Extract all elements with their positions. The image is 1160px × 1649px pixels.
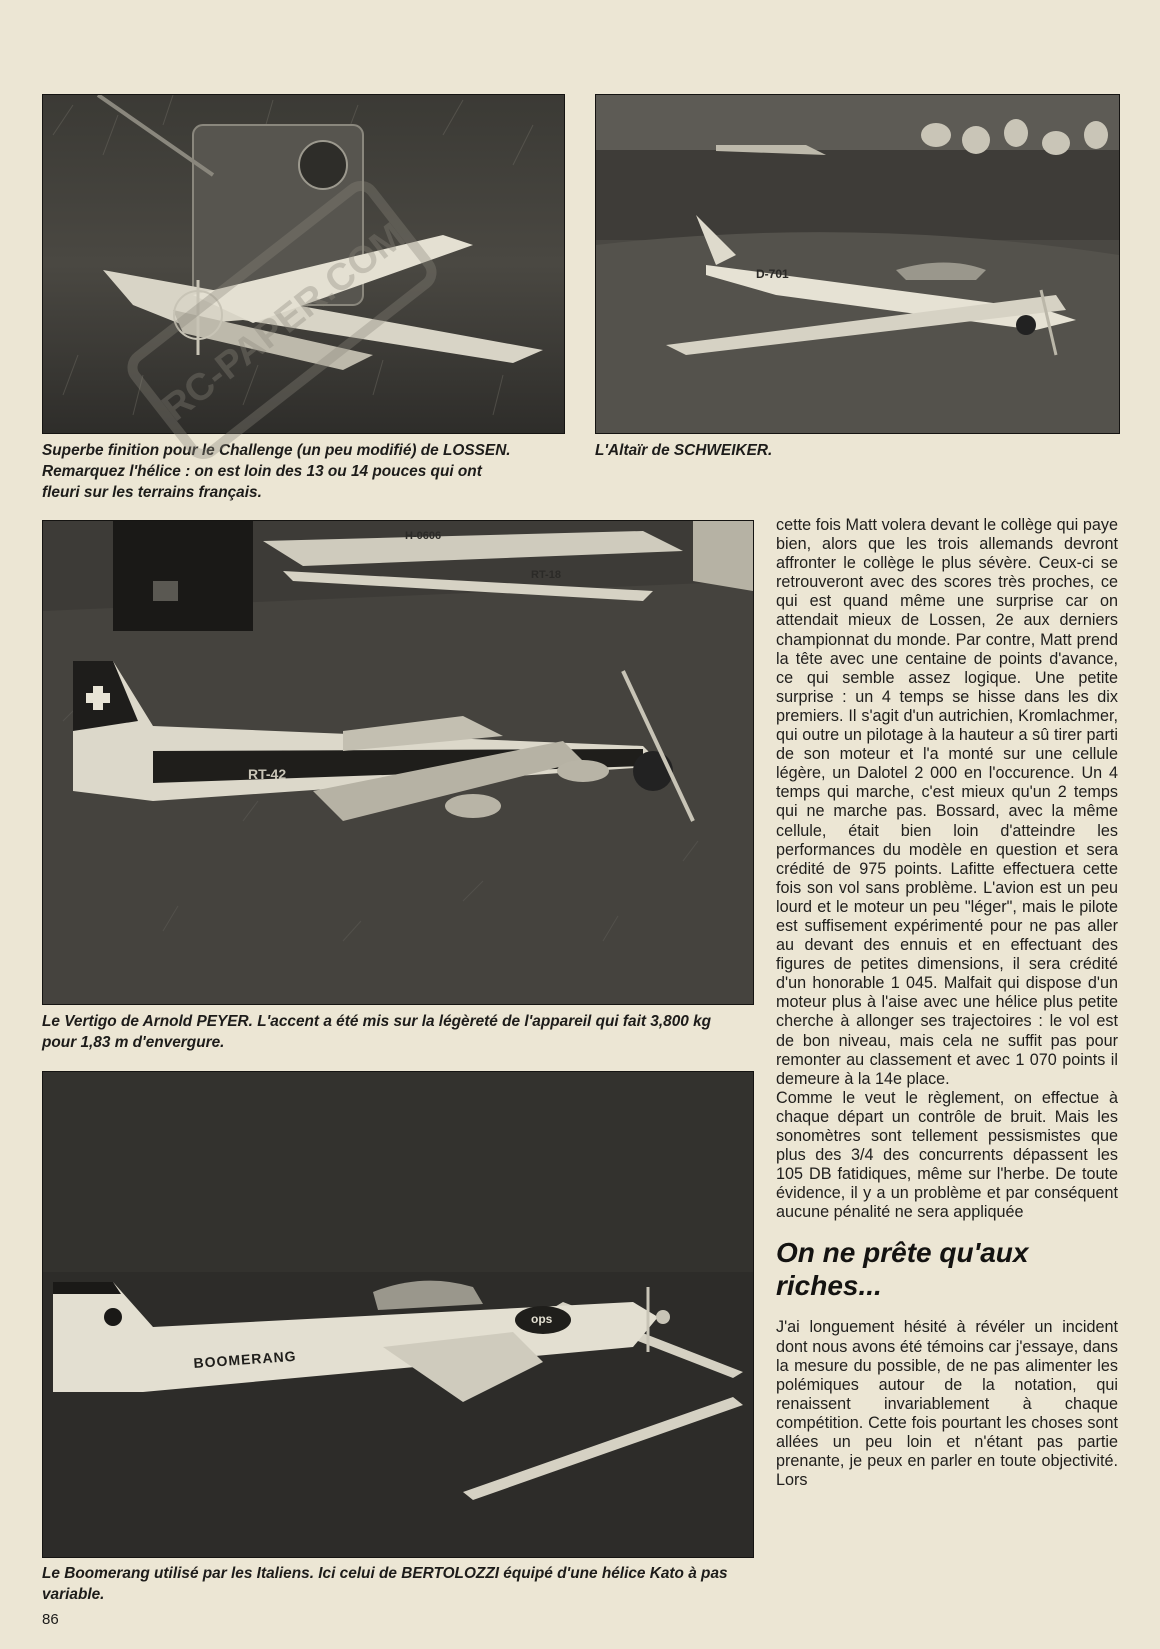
watermark-text: RC-PAPER.COM bbox=[154, 215, 413, 430]
boomerang-fuselage-text: BOOMERANG bbox=[193, 1347, 297, 1371]
boomerang-airplane-image bbox=[43, 1072, 753, 1557]
article-column bbox=[776, 516, 1118, 1490]
caption-vertigo: Le Vertigo de Arnold PEYER. L'accent a été mis sur la légèreté de l'appareil qui fait 3,800 kg pour 1,83 m d'envergure. bbox=[42, 1013, 712, 1051]
photo-boomerang bbox=[42, 1071, 754, 1558]
article-paragraph: Comme le veut le règlement, on effectue à chaque départ un contrôle de bruit. Mais les sonomètres sont tellement pessismistes que plus des 3/4 des concurrents dépassent les 105 DB fatidiques, même sur l'herbe. De toute évidence, il y a un problème et par conséquent aucune pénalité ne sera appliquée bbox=[776, 1088, 1118, 1222]
watermark-rc-paper bbox=[92, 140, 472, 500]
boomerang-badge-text: ops bbox=[531, 1312, 553, 1326]
vertigo-fuselage-code: RT-42 bbox=[248, 766, 287, 782]
caption-altair: L'Altaïr de SCHWEIKER. bbox=[595, 442, 773, 459]
article-paragraph: cette fois Matt volera devant le collège qui paye bien, alors que les trois allemands devront affronter le collège le plus sévère. Ceux-ci se retrouveront avec des scores très proches, ce qui est quand même une surprise car on attendait mieux de Lossen, 2e aux derniers championnat du monde. Par contre, Matt prend la tête avec une centaine de points d'avance, ce qui semble assez logique. Une petite surprise : un 4 temps se hisse dans les dix premiers. Il s'agit d'un autrichien, Kromlachmer, qui outre un pilotage à la hauteur a sû tirer parti de son moteur et l'a monté sur une cellule légère, un Dalotel 2 000 en l'occurence. Un 4 temps qui marche, c'est mieux qu'un 2 temps qui ne marche pas. Bossard, avec la même cellule, était bien loin d'atteindre les performances du modèle en question et sera crédité de 975 points. Lafitte effectuera cette fois son vol sans problème. L'avion est un peu lourd et le moteur un peu "léger", mais le pilote est suffisement expérimenté pour ne pas aller au devant des ennuis et en effectuant des figures de petites dimensions, il sera crédité d'un honorable 1 045. Malfait qui dispose d'un moteur plus à l'aise avec une hélice plus petite cherche à allonger ses trajectoires : le vol est de bon niveau, mais cela ne suffit pas pour remonter au classement et avec 1 070 points il demeure à la 14e place. bbox=[776, 516, 1118, 1088]
photo-altair bbox=[595, 94, 1120, 434]
vertigo-airplane-image bbox=[43, 521, 753, 1004]
caption-challenge: Superbe finition pour le Challenge (un peu modifié) de LOSSEN. Remarquez l'hélice : on est loin des 13 ou 14 pouces qui ont fleuri sur les terrains français. bbox=[42, 442, 511, 501]
photo-vertigo bbox=[42, 520, 754, 1005]
altair-airplane-image bbox=[596, 95, 1119, 433]
vertigo-bg-code-2: H-0606 bbox=[405, 530, 442, 542]
caption-boomerang: Le Boomerang utilisé par les Italiens. Ici celui de BERTOLOZZI équipé d'une hélice Kato à pas variable. bbox=[42, 1565, 728, 1603]
section-heading: On ne prête qu'aux riches... bbox=[776, 1237, 1029, 1302]
altair-registration: D-701 bbox=[756, 267, 789, 281]
page-number: 86 bbox=[42, 1611, 59, 1628]
article-paragraph: J'ai longuement hésité à révéler un incident dont nous avons été témoins car j'essaye, dans la mesure du possible, de ne pas alimenter les polémiques autour de la notation, qui renaissent invariablement à chaque compétition. Cette fois pourtant les choses sont allées un peu loin et n'étant pas partie prenante, je peux en parler en toute objectivité. Lors bbox=[776, 1318, 1118, 1490]
vertigo-bg-code-1: RT-18 bbox=[531, 569, 561, 581]
